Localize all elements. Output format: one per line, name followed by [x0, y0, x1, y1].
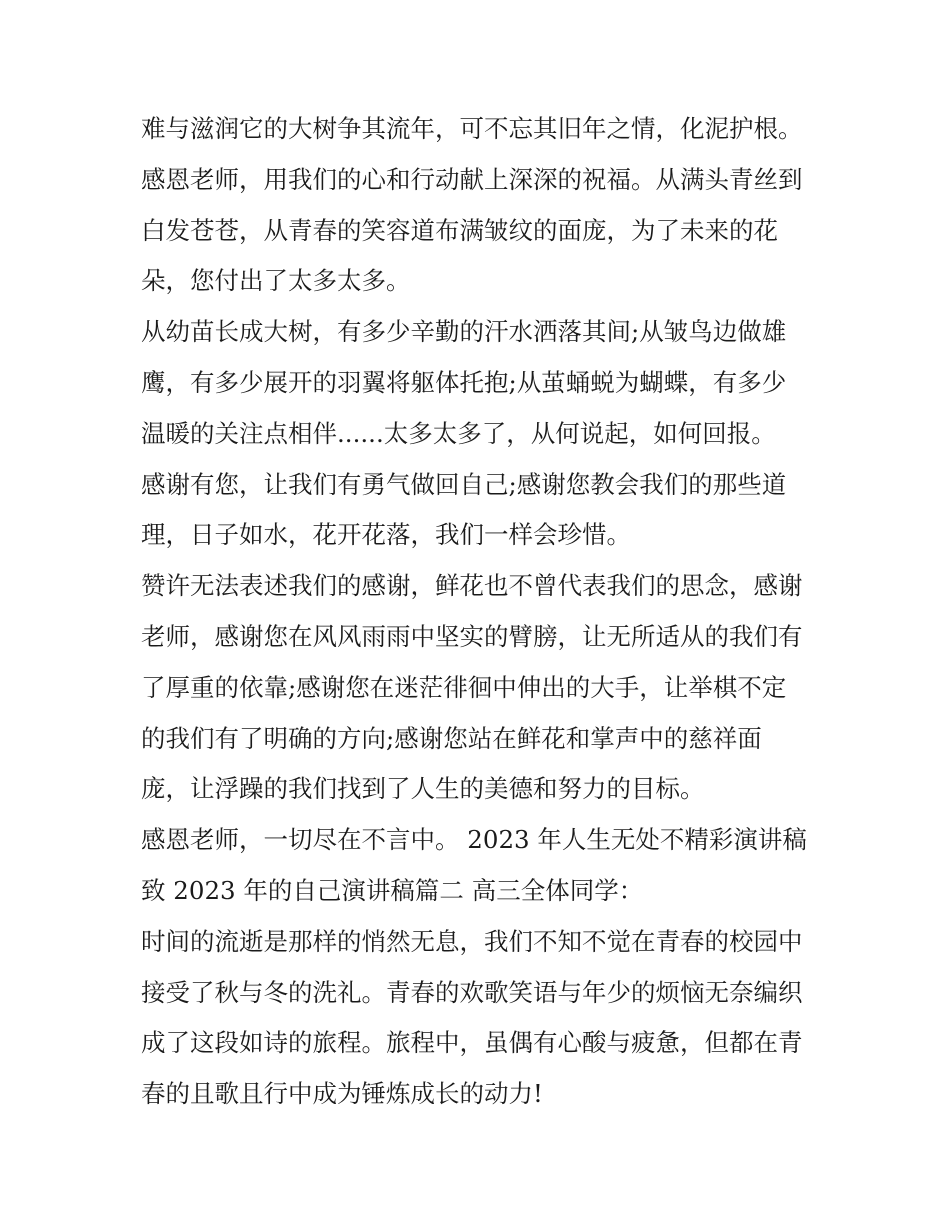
- text-line: 感谢有您，让我们有勇气做回自己;感谢您教会我们的那些道: [141, 469, 787, 499]
- text-line: 鹰，有多少展开的羽翼将躯体托抱;从茧蛹蜕为蝴蝶，有多少: [141, 367, 787, 397]
- text-line: 的我们有了明确的方向;感谢您站在鲜花和掌声中的慈祥面: [141, 723, 762, 753]
- document-body: [141, 104, 821, 1120]
- text-line: 理，日子如水，花开花落，我们一样会珍惜。: [141, 520, 631, 550]
- text-line: 春的且歌且行中成为锤炼成长的动力!: [141, 1079, 543, 1109]
- text-line: 温暖的关注点相伴......太多太多了，从何说起，如何回报。: [141, 418, 776, 448]
- text-line: 致 2023 年的自己演讲稿篇二 高三全体同学：: [141, 875, 644, 905]
- text-line: 成了这段如诗的旅程。旅程中，虽偶有心酸与疲惫，但都在青: [141, 1028, 803, 1058]
- text-line: 时间的流逝是那样的悄然无息，我们不知不觉在青春的校园中: [141, 926, 803, 956]
- text-line: 赞许无法表述我们的感谢，鲜花也不曾代表我们的思念，感谢: [141, 571, 803, 601]
- text-line: 感恩老师，一切尽在不言中。 2023 年人生无处不精彩演讲稿: [141, 825, 807, 855]
- text-line: 庞，让浮躁的我们找到了人生的美德和努力的目标。: [141, 774, 705, 804]
- text-line: 接受了秋与冬的洗礼。青春的欢歌笑语与年少的烦恼无奈编织: [141, 977, 803, 1007]
- text-line: 难与滋润它的大树争其流年，可不忘其旧年之情，化泥护根。: [141, 114, 803, 143]
- text-line: 白发苍苍，从青春的笑容道布满皱纹的面庞，为了未来的花: [141, 215, 778, 245]
- text-line: 朵，您付出了太多太多。: [141, 266, 411, 296]
- text-line: 从幼苗长成大树，有多少辛勤的汗水洒落其间;从皱鸟边做雄: [141, 317, 787, 347]
- text-line: 了厚重的依靠;感谢您在迷茫徘徊中伸出的大手，让举棋不定: [141, 672, 787, 702]
- text-line: 老师，感谢您在风风雨雨中坚实的臂膀，让无所适从的我们有: [141, 621, 803, 651]
- text-line: 感恩老师，用我们的心和行动献上深深的祝福。从满头青丝到: [141, 164, 803, 194]
